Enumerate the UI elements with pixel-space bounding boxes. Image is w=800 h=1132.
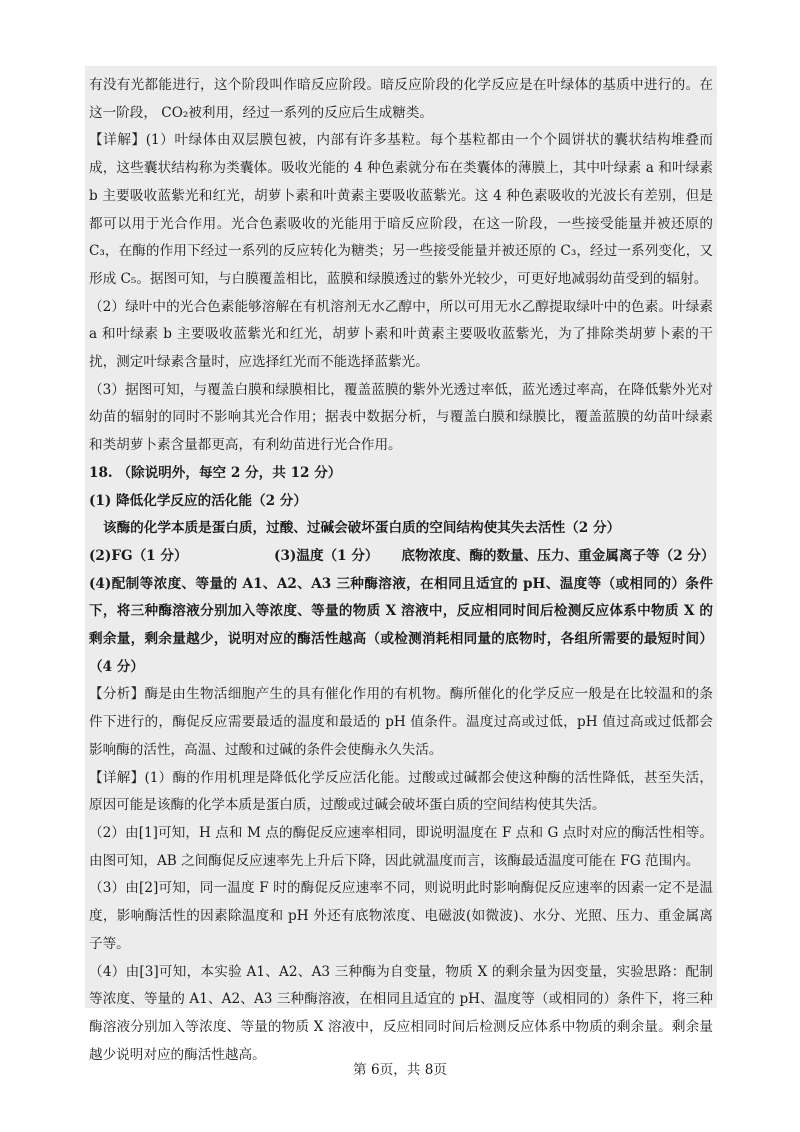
paragraph-detail-2: （2）绿叶中的光合色素能够溶解在有机溶剂无水乙醇中，所以可用无水乙醇提取绿叶中的色素。叶绿素 a 和叶绿素 b 主要吸收蓝紫光和红光，胡萝卜素和叶黄素主要吸收蓝紫光，为了排除类胡萝卜素的干扰，测定叶绿素含量时，应选择红光而不能选择蓝紫光。 — [89, 298, 713, 371]
q18-header: 18. （除说明外，每空 2 分，共 12 分） — [89, 464, 342, 481]
answer-content — [85, 66, 717, 1063]
q18-answer-4: (4)配制等浓度、等量的 A1、A2、A3 三种酶溶液，在相同且适宜的 pH、温度等（或相同的）条件下，将三种酶溶液分别加入等浓度、等量的物质 X 溶液中，反应相同时间后检测反应体系中物质 X 的剩余量，剩余量越少，说明对应的酶活性越高（或检测消耗相同量的底物时，各组所需要的最短时间）（4 分） — [89, 575, 713, 675]
paragraph-detail-1: 【详解】(1）叶绿体由双层膜包被，内部有许多基粒。每个基粒都由一个个圆饼状的囊状结构堆叠而成，这些囊状结构称为类囊体。吸收光能的 4 种色素就分布在类囊体的薄膜上，其中叶绿素 a 和叶绿素 b 主要吸收蓝紫光和红光，胡萝卜素和叶黄素主要吸收蓝紫光。这 4 种色素吸收的光波长有差别，但是都可以用于光合作用。光合色素吸收的光能用于暗反应阶段，在这一阶段，一些接受能量并被还原的 C₃，在酶的作用下经过一系列的反应转化为糖类；另一些接受能量并被还原的 C₃，经过一系列变化，又形成 C₅。据图可知，与白膜覆盖相比，蓝膜和绿膜透过的紫外光较少，可更好地减弱幼苗受到的辐射。 — [89, 132, 713, 287]
q18-answer-row — [89, 543, 713, 571]
detail-paragraph-2: （2）由[1]可知，H 点和 M 点的酶促反应速率相同，即说明温度在 F 点和 G 点时对应的酶活性相等。由图可知，AB 之间酶促反应速率先上升后下降，因此就温度而言，该酶最适温度可能在 FG 范围内。 — [89, 824, 713, 869]
analysis-paragraph: 【分析】酶是由生物活细胞产生的具有催化作用的有机物。酶所催化的化学反应一般是在比较温和的条件下进行的，酶促反应需要最适的温度和最适的 pH 值条件。温度过高或过低，pH 值过高或过低都会影响酶的活性，高温、过酸和过碱的条件会使酶永久失活。 — [89, 686, 713, 758]
paragraph-continued: 有没有光都能进行，这个阶段叫作暗反应阶段。暗反应阶段的化学反应是在叶绿体的基质中进行的。在这一阶段， CO₂被利用，经过一系列的反应后生成糖类。 — [89, 77, 713, 121]
q18-answer-3: (3)温度（1 分） — [274, 547, 379, 564]
detail-paragraph-4: （4）由[3]可知，本实验 A1、A2、A3 三种酶为自变量，物质 X 的剩余量为因变量，实验思路：配制等浓度、等量的 A1、A2、A3 三种酶溶液，在相同且适宜的 pH、温度等（或相同的）条件下，将三种酶溶液分别加入等浓度、等量的物质 X 溶液中，反应相同时间后检测反应体系中物质的剩余量。剩余量越少说明对应的酶活性越高。 — [89, 963, 713, 1063]
paragraph-detail-3: （3）据图可知，与覆盖白膜和绿膜相比，覆盖蓝膜的紫外光透过率低，蓝光透过率高，在降低紫外光对幼苗的辐射的同时不影响其光合作用；据表中数据分析，与覆盖白膜和绿膜比，覆盖蓝膜的幼苗叶绿素和类胡萝卜素含量都更高，有利幼苗进行光合作用。 — [89, 381, 713, 454]
q18-answer-1: (1) 降低化学反应的活化能（2 分） — [89, 492, 307, 509]
page-number: 第 6页，共 8页 — [353, 1062, 447, 1078]
q18-answer-3b: 底物浓度、酶的数量、压力、重金属离子等（2 分） — [401, 547, 715, 564]
detail-paragraph-1: 【详解】(1）酶的作用机理是降低化学反应活化能。过酸或过碱都会使这种酶的活性降低，甚至失活，原因可能是该酶的化学本质是蛋白质，过酸或过碱会破坏蛋白质的空间结构使其失活。 — [89, 769, 713, 814]
detail-paragraph-3: （3）由[2]可知，同一温度 F 时的酶促反应速率不同，则说明此时影响酶促反应速率的因素一定不是温度，影响酶活性的因素除温度和 pH 外还有底物浓度、电磁波(如微波)、水分、光照、压力、重金属离子等。 — [89, 880, 713, 952]
q18-answer-2: (2)FG（1 分） — [89, 547, 188, 564]
q18-answer-1b: 该酶的化学本质是蛋白质，过酸、过碱会破坏蛋白质的空间结构使其失去活性（2 分） — [103, 520, 621, 537]
